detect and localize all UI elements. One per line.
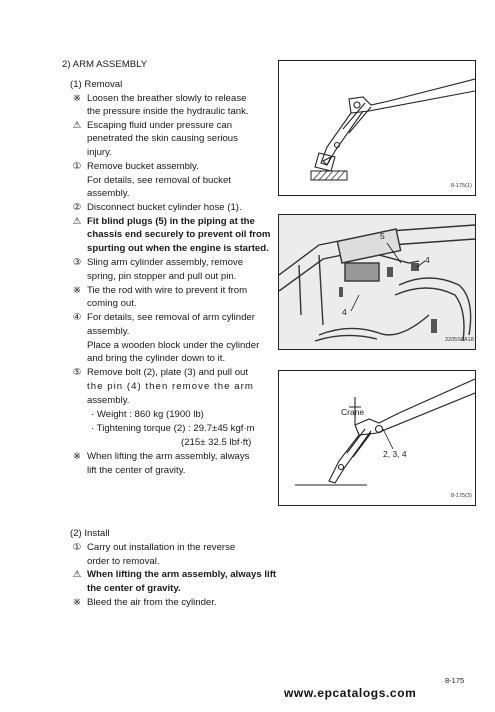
removal-step-text: lift the center of gravity. [87, 465, 186, 476]
step-number-icon: ⑤ [72, 367, 82, 378]
warning-triangle-icon: ⚠ [72, 569, 82, 580]
removal-step-text: assembly. [87, 326, 130, 337]
piping-photo-illustration [279, 215, 475, 349]
warning-text: chassis end securely to prevent oil from [87, 229, 271, 240]
removal-step-text: Remove bolt (2), plate (3) and pull out [87, 367, 249, 378]
figure-caption: 8-175(3) [451, 493, 472, 499]
removal-step-text: and bring the cylinder down to it. [87, 353, 226, 364]
callout-label: 4 [425, 255, 430, 265]
watermark-text: www.epcatalogs.com [284, 686, 417, 700]
removal-step-text: When lifting the arm assembly, always [87, 451, 250, 462]
removal-step-text: Place a wooden block under the cylinder [87, 340, 260, 351]
step-number-icon: ① [72, 542, 82, 553]
removal-step-text: the pressure inside the hydraulic tank. [87, 106, 249, 117]
removal-step-text: Loosen the breather slowly to release [87, 93, 247, 104]
warning-text: Escaping fluid under pressure can [87, 120, 233, 131]
torque-spec: · Tightening torque (2) : 29.7±45 kgf·m [91, 423, 255, 434]
warning-triangle-icon: ⚠ [72, 120, 82, 131]
warning-text: When lifting the arm assembly, always lift [87, 569, 277, 580]
removal-step-text: spring, pin stopper and pull out pin. [87, 271, 237, 282]
removal-step-text: assembly. [87, 188, 130, 199]
warning-text: injury. [87, 147, 112, 158]
removal-step-text: the pin (4) then remove the arm [87, 381, 254, 392]
removal-step-text: Sling arm cylinder assembly, remove [87, 257, 244, 268]
install-step-text: Carry out installation in the reverse [87, 542, 236, 553]
weight-spec: · Weight : 860 kg (1900 lb) [91, 409, 204, 420]
warning-text: the center of gravity. [87, 583, 181, 594]
reference-mark-icon: ※ [72, 285, 82, 296]
callout-label: Crane [341, 407, 365, 417]
crane-lift-illustration [279, 371, 475, 505]
install-step-text: order to removal. [87, 556, 160, 567]
callout-label: 2, 3, 4 [383, 449, 407, 459]
figure-arm-lowered [278, 60, 476, 196]
torque-spec-imperial: (215± 32.5 lbf·ft) [181, 437, 252, 448]
removal-step-text: Remove bucket assembly. [87, 161, 199, 172]
section-title: 2) ARM ASSEMBLY [62, 59, 148, 70]
install-heading: (2) Install [70, 528, 110, 539]
step-number-icon: ④ [72, 312, 82, 323]
figure-caption: 8-175(1) [451, 183, 472, 189]
reference-mark-icon: ※ [72, 93, 82, 104]
step-number-icon: ③ [72, 257, 82, 268]
install-step-text: Bleed the air from the cylinder. [87, 597, 217, 608]
warning-text: Fit blind plugs (5) in the piping at the [87, 216, 255, 227]
warning-triangle-icon: ⚠ [72, 216, 82, 227]
figure-caption: 2205S8A18 [445, 337, 474, 343]
figure-crane-lift [278, 370, 476, 506]
removal-step-text: Disconnect bucket cylinder hose (1). [87, 202, 242, 213]
figure-piping-photo [278, 214, 476, 350]
arm-lowered-illustration [279, 61, 475, 195]
page-number: 8-175 [445, 676, 465, 685]
removal-step-text: Tie the rod with wire to prevent it from [87, 285, 248, 296]
reference-mark-icon: ※ [72, 597, 82, 608]
warning-text: spurting out when the engine is started. [87, 243, 269, 254]
removal-heading: (1) Removal [70, 79, 123, 90]
step-number-icon: ② [72, 202, 82, 213]
reference-mark-icon: ※ [72, 451, 82, 462]
removal-step-text: coming out. [87, 298, 137, 309]
callout-label: 4 [342, 307, 347, 317]
warning-text: penetrated the skin causing serious [87, 133, 238, 144]
step-number-icon: ① [72, 161, 82, 172]
removal-step-text: assembly. [87, 395, 130, 406]
removal-step-text: For details, see removal of bucket [87, 175, 231, 186]
removal-step-text: For details, see removal of arm cylinder [87, 312, 255, 323]
callout-label: 5 [380, 231, 385, 241]
